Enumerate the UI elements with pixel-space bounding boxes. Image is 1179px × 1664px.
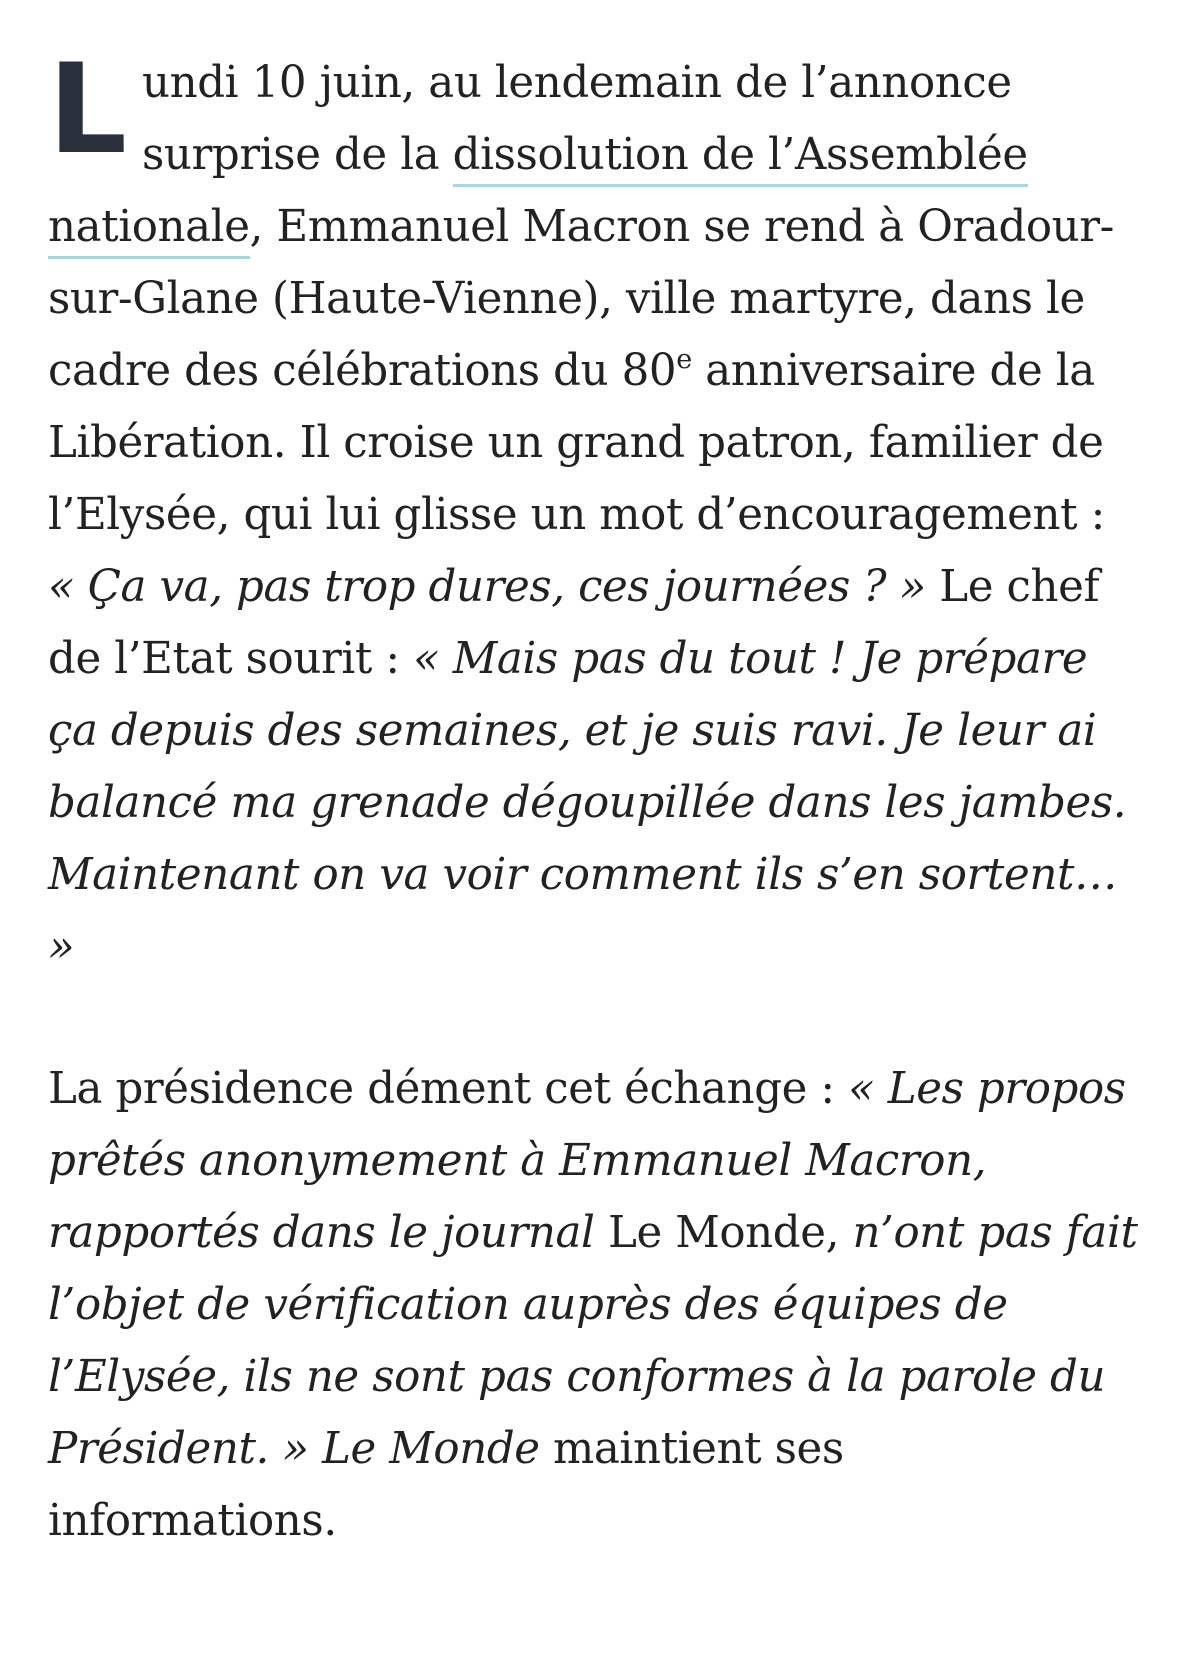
quote-encouragement: « Ça va, pas trop dures, ces journées ? » [48,562,926,612]
paragraph-1 [48,38,1138,983]
drop-cap: L [48,38,127,182]
quote-macron: « Mais pas du tout ! Je prépare ça depuis des semaines, et je suis ravi. Je leur ai balancé ma grenade dégoupillée dans les jambes. Maintenant on va voir comment ils s’en sortent… » [48,634,1127,972]
quote-presidence-2: n’ont pas fait l’objet de vérification auprès des équipes de l’Elysée, ils ne sont pas conformes à la parole du Président. » Le Monde [48,1208,1138,1474]
paragraph-1-text-4: Le chef de l’Etat sourit : [48,562,1100,684]
paragraph-2-text-3: maintient ses informations. [48,1424,844,1546]
ordinal-superscript: e [676,344,692,375]
paragraph-1-text-3: anniversaire de la Libération. Il croise un grand patron, familier de l’Elysée, qui lui glisse un mot d’encouragement : [48,346,1105,540]
quote-presidence-1: « Les propos prêtés anonymement à Emmanuel Macron, rapportés dans le journal [48,1064,1126,1258]
dissolution-link[interactable]: dissolution de l’Assemblée nationale [48,130,1028,259]
paragraph-2 [48,1053,1138,1557]
article-body [48,38,1138,1557]
paragraph-1-text-2: , Emmanuel Macron se rend à Oradour-sur-Glane (Haute-Vienne), ville martyre, dans le cadre des célébrations du 80 [48,202,1114,396]
paragraph-2-text-1: La présidence dément cet échange : [48,1064,849,1114]
paragraph-2-text-2: Le Monde, [594,1208,853,1258]
paragraph-1-text-1: undi 10 juin, au lendemain de l’annonce surprise de la [142,58,1012,180]
